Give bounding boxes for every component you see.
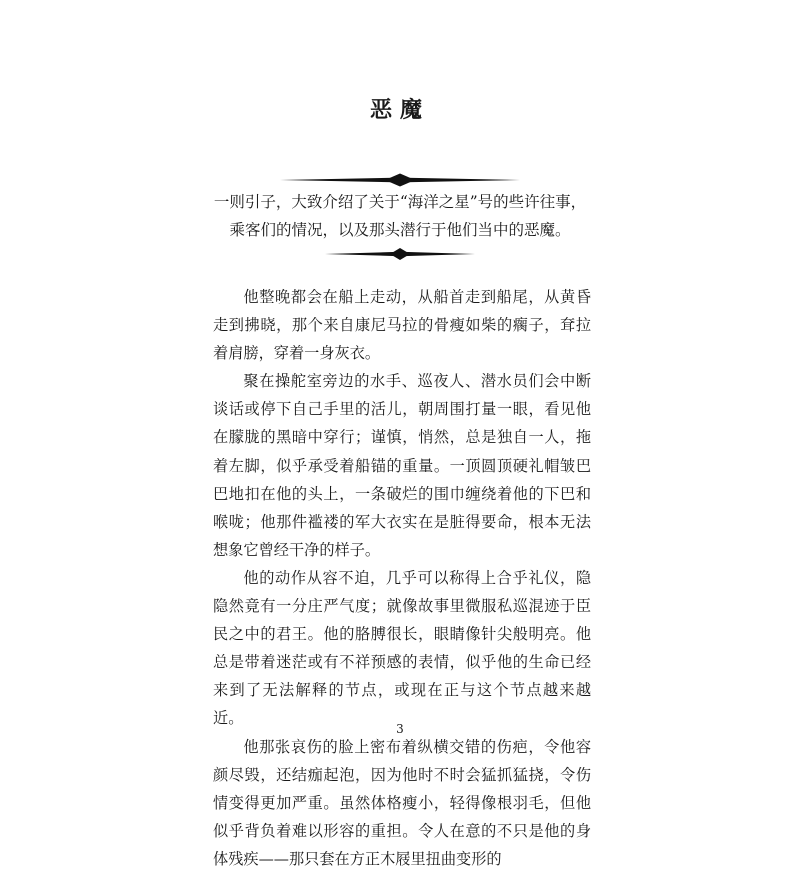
summary-line-2: 乘客们的情况，以及那头潜行于他们当中的恶魔。 <box>229 221 571 239</box>
paragraph: 他那张哀伤的脸上密布着纵横交错的伤疤，令他容颜尽毁，还结痂起泡，因为他时不时会猛抓猛挠，令伤情变得更加严重。虽然体格瘦小，轻得像根羽毛，但他似乎背负着难以形容的重担。令人在意的不只是他的身体残疾——那只套在方正木屐里扭曲变形的 <box>213 737 591 868</box>
chapter-body <box>213 283 591 873</box>
paragraph: 聚在操舵室旁边的水手、巡夜人、潜水员们会中断谈话或停下自己手里的活儿，朝周围打量一眼，看见他在朦胧的黑暗中穿行；谨慎，悄然，总是独自一人，拖着左脚，似乎承受着船锚的重量。一顶圆顶硬礼帽皱巴巴地扣在他的头上，一条破烂的围巾缠绕着他的下巴和喉咙；他那件褴褛的军大衣实在是脏得要命，根本无法想象它曾经干净的样子。 <box>213 372 591 559</box>
paragraph: 他整晚都会在船上走动，从船首走到船尾，从黄昏走到拂晓，那个来自康尼马拉的骨瘦如柴的瘸子，耷拉着肩膀，穿着一身灰衣。 <box>213 288 591 363</box>
top-ornament-divider <box>0 173 800 187</box>
chapter-summary <box>200 188 600 244</box>
bottom-ornament-divider <box>0 247 800 261</box>
page-number: 3 <box>396 722 404 736</box>
summary-line-1: 一则引子，大致介绍了关于“海洋之星”号的些许往事， <box>213 193 587 211</box>
chapter-title: 恶魔 <box>369 97 430 123</box>
paragraph: 他的动作从容不迫，几乎可以称得上合乎礼仪，隐隐然竟有一分庄严气度；就像故事里微服私巡混迹于臣民之中的君王。他的胳膊很长，眼睛像针尖般明亮。他总是带着迷茫或有不祥预感的表情，似乎他的生命已经来到了无法解释的节点，或现在正与这个节点越来越近。 <box>213 568 591 728</box>
